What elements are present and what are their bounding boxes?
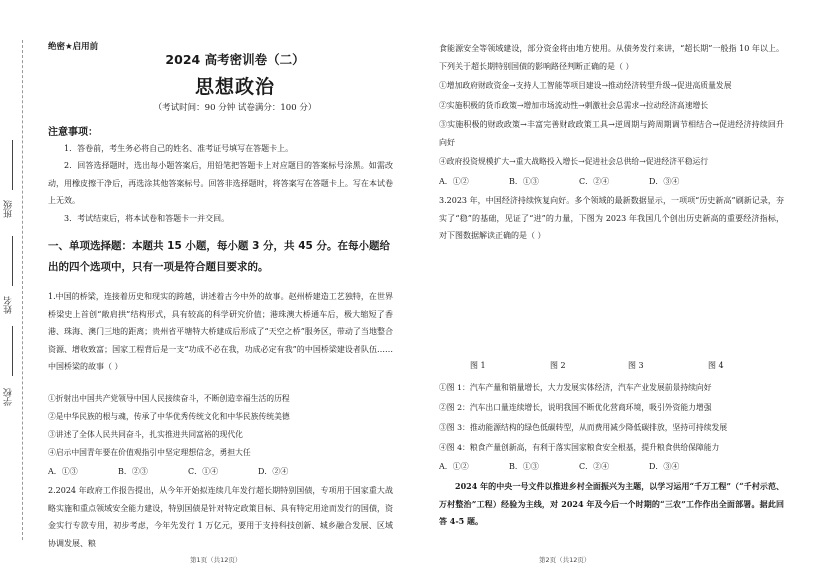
- school-label: 学校: [4, 388, 14, 406]
- page-number-right: 第2页（共12页）: [539, 556, 591, 564]
- answer-d[interactable]: D．③④: [649, 177, 680, 186]
- figure-4-label: 图 4: [708, 361, 724, 370]
- question-2-path-4: ④政府投资规模扩大→重大战略投入增长→促进社会总供给→促进经济平稳运行: [439, 157, 709, 166]
- question-1-stem: 1.中国的桥梁，连接着历史和现实的跨越，讲述着古今中外的故事。赵州桥建造工艺独特，在世界桥梁史上首创“敞肩拱”结构形式，具有较高的科学研究价值；港珠澳大桥通车后，极大缩短了香港、珠海、澳门三地的距离；贵州省平塘特大桥建成后形成了“天空之桥”服务区，带动了当地整合资源、增收致富；国家工程背后是一支“功成不必在我，功成必定有我”的中国桥梁建设者队伍……中国桥梁的故事（ ）: [48, 292, 393, 372]
- question-3-interp-2: ②图 2：汽车出口量连续增长，说明我国不断优化营商环境，吸引外资能力增强: [439, 403, 712, 412]
- question-1-option-1: ①折射出中国共产党领导中国人民接续奋斗，不断创造幸福生活的历程: [48, 394, 290, 403]
- class-label: 班级: [4, 200, 14, 218]
- school-blank: [12, 326, 14, 376]
- question-2-stem-right: 食能源安全等领域建设，部分资金将由地方使用。从债务发行来讲，“超长期”一般指 10 年以上。下列关于超长期特别国债的影响路径判断正确的是（ ）: [439, 44, 784, 71]
- answer-d[interactable]: D．③④: [649, 462, 680, 471]
- name-blank: [12, 236, 14, 286]
- question-2-answers: [439, 176, 719, 187]
- answer-c[interactable]: C．①④: [188, 467, 219, 476]
- answer-b[interactable]: B．②③: [118, 467, 148, 476]
- exam-title: 2024 高考密训卷（二）: [165, 52, 305, 67]
- answer-a[interactable]: A．①③: [48, 467, 78, 476]
- class-blank: [12, 140, 14, 190]
- question-2-stem-left: 2.2024 年政府工作报告提出，从今年开始拟连续几年发行超长期特别国债，专项用于国家重大战略实施和重点领域安全能力建设，特别国债是针对特定政策目标、具有特定用途而发行的国债，资金实行专款专用，初步考虑，今年先发行 1 万亿元，要用于支持科技创新、城乡融合发展、区域协调发展、粮: [48, 486, 393, 548]
- question-3-stem: 3.2023 年，中国经济持续恢复向好。多个领域的最新数据显示，一项项“历史新高”刷新记录，夯实了“稳”的基础，见证了“进”的力量，下图为 2023 年我国几个创出历史新高的重要经济指标，对下图数据解读正确的是（ ）: [439, 196, 784, 241]
- question-1-answers: [48, 466, 328, 477]
- question-3-interp-4: ④图 4：粮食产量创新高，有利于落实国家粮食安全根基，提升粮食供给保障能力: [439, 443, 720, 452]
- binding-line: [22, 40, 23, 540]
- figure-2-label: 图 2: [550, 361, 566, 370]
- question-3-answers: [439, 461, 719, 472]
- secret-mark: 绝密★启用前: [48, 42, 99, 52]
- page-number-left: 第1页（共12页）: [190, 556, 242, 564]
- answer-a[interactable]: A．①②: [439, 462, 469, 471]
- answer-a[interactable]: A．①②: [439, 177, 469, 186]
- figure-3-label: 图 3: [628, 361, 644, 370]
- answer-b[interactable]: B．①③: [509, 462, 539, 471]
- question-1-option-3: ③讲述了全体人民共同奋斗，扎实推进共同富裕的现代化: [48, 430, 243, 439]
- right-page: [409, 0, 818, 580]
- question-2-path-1: ①增加政府财政资金→支持人工智能等项目建设→推动经济转型升级→促进高质量发展: [439, 81, 732, 90]
- notice-item-2: 2．回答选择题时，选出每小题答案后，用铅笔把答题卡上对应题目的答案标号涂黑。如需改动，用橡皮擦干净后，再选涂其他答案标号。回答非选择题时，将答案写在答题卡上。写在本试卷上无效。: [48, 161, 393, 206]
- question-3-interp-1: ①图 1：汽车产量和销量增长，大力发展实体经济，汽车产业发展前景持续向好: [439, 383, 712, 392]
- notice-heading: 注意事项：: [48, 127, 98, 138]
- question-2-path-3: ③实施积极的财政政策→丰富完善财政政策工具→逆周期与跨周期调节相结合→促进经济持续回升向好: [439, 120, 784, 147]
- section-heading: 一、单项选择题：本题共 15 小题，每小题 3 分，共 45 分。在每小题给出的四个选项中，只有一项是符合题目要求的。: [48, 240, 390, 273]
- exam-info: （考试时间：90 分钟 试卷满分：100 分）: [153, 103, 317, 113]
- answer-c[interactable]: C．②④: [579, 462, 610, 471]
- answer-d[interactable]: D．②④: [258, 467, 289, 476]
- question-1-option-2: ②是中华民族的根与魂，传承了中华优秀传统文化和中华民族传统美德: [48, 412, 290, 421]
- notice-item-3: 3．考试结束后，将本试卷和答题卡一并交回。: [64, 214, 230, 223]
- question-2-path-2: ②实施积极的货币政策→增加市场流动性→刺激社会总需求→拉动经济高速增长: [439, 101, 709, 110]
- answer-c[interactable]: C．②④: [579, 177, 610, 186]
- name-label: 姓名: [4, 296, 14, 314]
- answer-b[interactable]: B．①③: [509, 177, 539, 186]
- notice-item-1: 1．答卷前，考生务必将自己的姓名、准考证号填写在答题卡上。: [64, 144, 294, 153]
- subject-title: 思想政治: [194, 76, 275, 98]
- figure-1-label: 图 1: [470, 361, 486, 370]
- question-1-option-4: ④启示中国青年要在价值观指引中坚定理想信念，勇担大任: [48, 448, 251, 457]
- material-intro: 2024 年的中央一号文件以推进乡村全面振兴为主题，以学习运用“千万工程”（“千村示范、万村整治”工程）经验为主线，对 2024 年及今后一个时期的“三农”工作作出全面部署。据此回答 4-5 题。: [439, 481, 784, 527]
- question-3-interp-3: ③图 3：推动能源结构的绿色低碳转型，从而费用减少降低碳排放，坚持可持续发展: [439, 423, 728, 432]
